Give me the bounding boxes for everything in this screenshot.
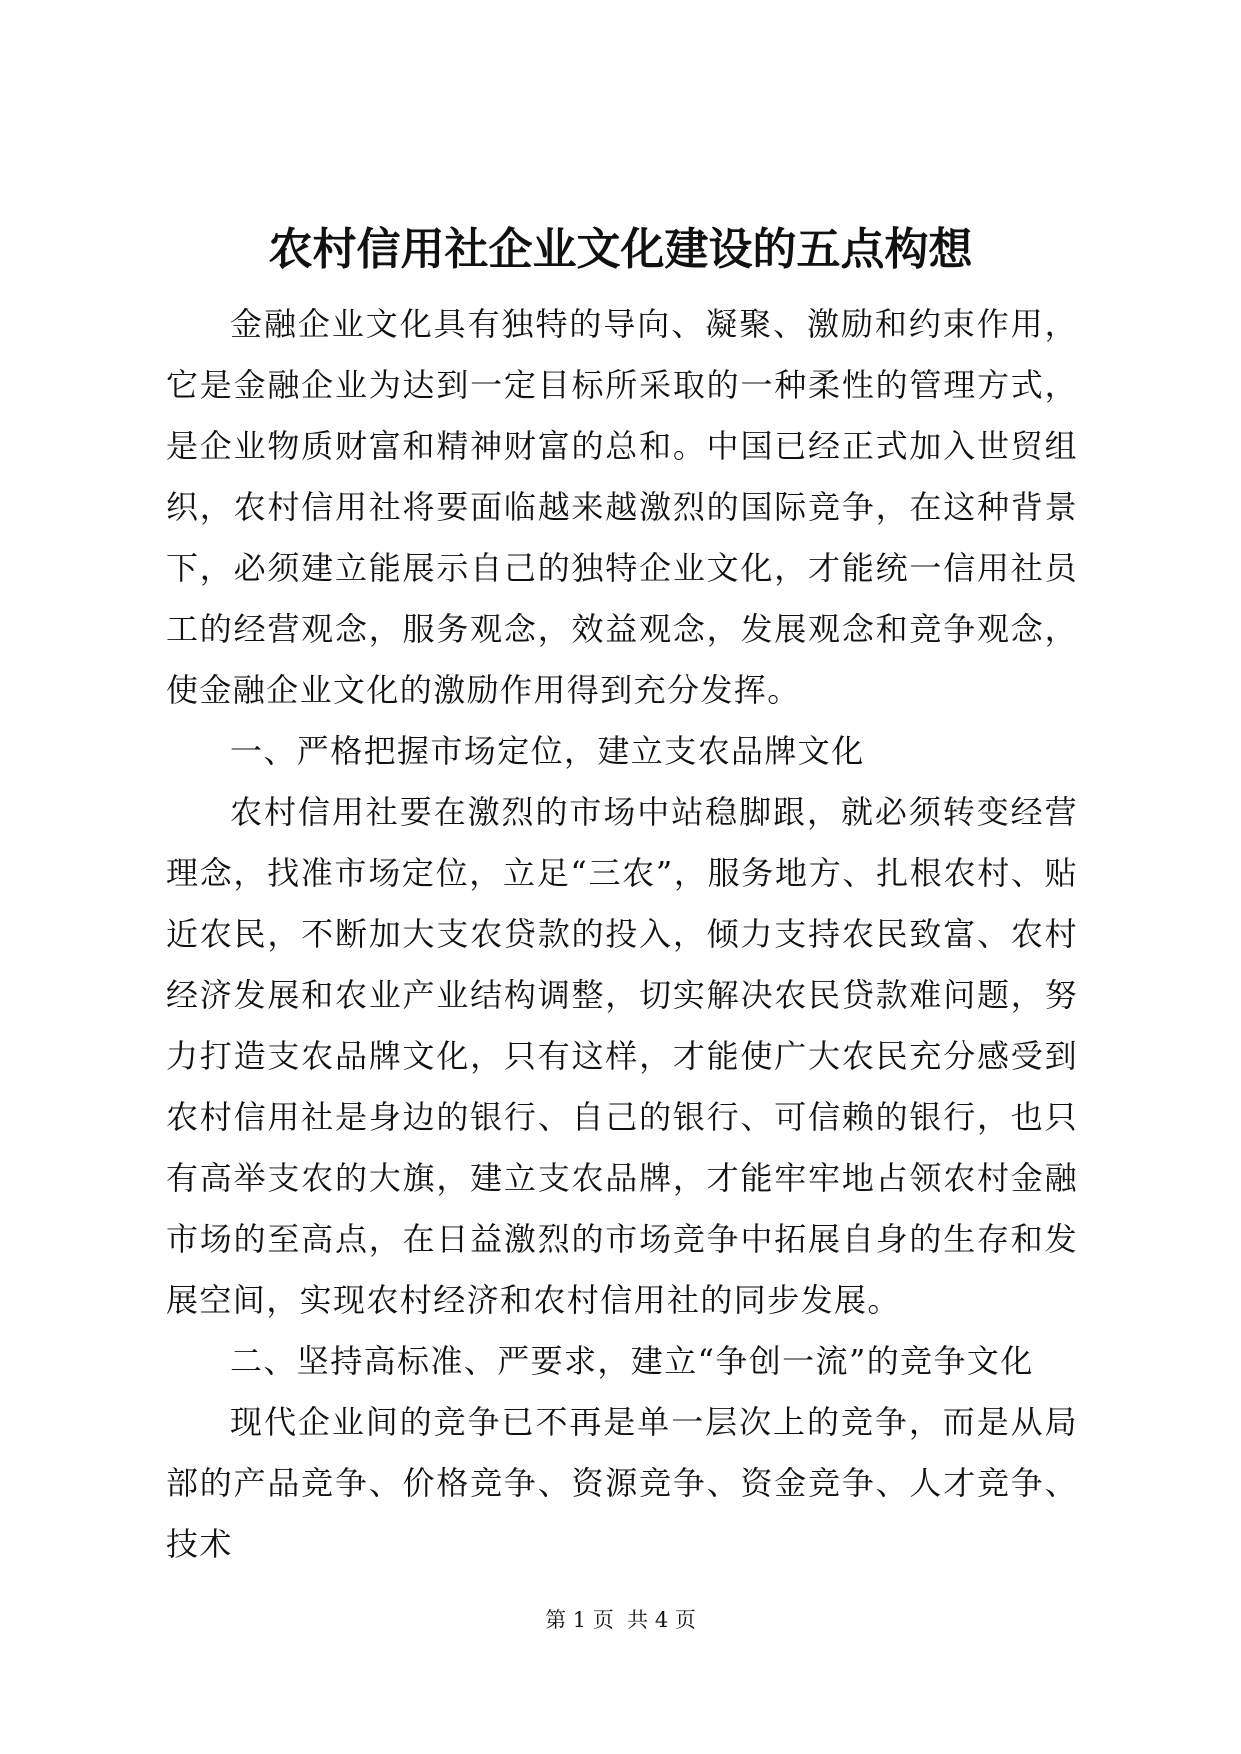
paragraph-section-1: 农村信用社要在激烈的市场中站稳脚跟，就必须转变经营理念，找准市场定位，立足“三农”，服务地方、扎根农村、贴近农民，不断加大支农贷款的投入，倾力支持农民致富、农村经济发展和农业产业结构调整，切实解决农民贷款难问题，努力打造支农品牌文化，只有这样，才能使广大农民充分感受到农村信用社是身边的银行、自己的银行、可信赖的银行，也只有高举支农的大旗，建立支农品牌，才能牢牢地占领农村金融市场的至高点，在日益激烈的市场竞争中拓展自身的生存和发展空间，实现农村经济和农村信用社的同步发展。 [166, 793, 1078, 1319]
paragraph-intro: 金融企业文化具有独特的导向、凝聚、激励和约束作用，它是金融企业为达到一定目标所采取的一种柔性的管理方式，是企业物质财富和精神财富的总和。中国已经正式加入世贸组织，农村信用社将要面临越来越激烈的国际竞争，在这种背景下，必须建立能展示自己的独特企业文化，才能统一信用社员工的经营观念，服务观念，效益观念，发展观念和竞争观念，使金融企业文化的激励作用得到充分发挥。 [166, 305, 1078, 709]
section-heading-2: 二、坚持高标准、严要求，建立“争创一流”的竞争文化 [230, 1342, 1034, 1380]
document-body [166, 294, 1078, 1575]
section-heading-1: 一、严格把握市场定位，建立支农品牌文化 [230, 732, 865, 770]
document-title: 农村信用社企业文化建设的五点构想 [268, 224, 973, 275]
page-number-label: 第 1 页 共 4 页 [545, 1608, 696, 1632]
paragraph-section-2: 现代企业间的竞争已不再是单一层次上的竞争，而是从局部的产品竞争、价格竞争、资源竞争、资金竞争、人才竞争、技术 [166, 1403, 1078, 1563]
page-footer [0, 1605, 1241, 1635]
